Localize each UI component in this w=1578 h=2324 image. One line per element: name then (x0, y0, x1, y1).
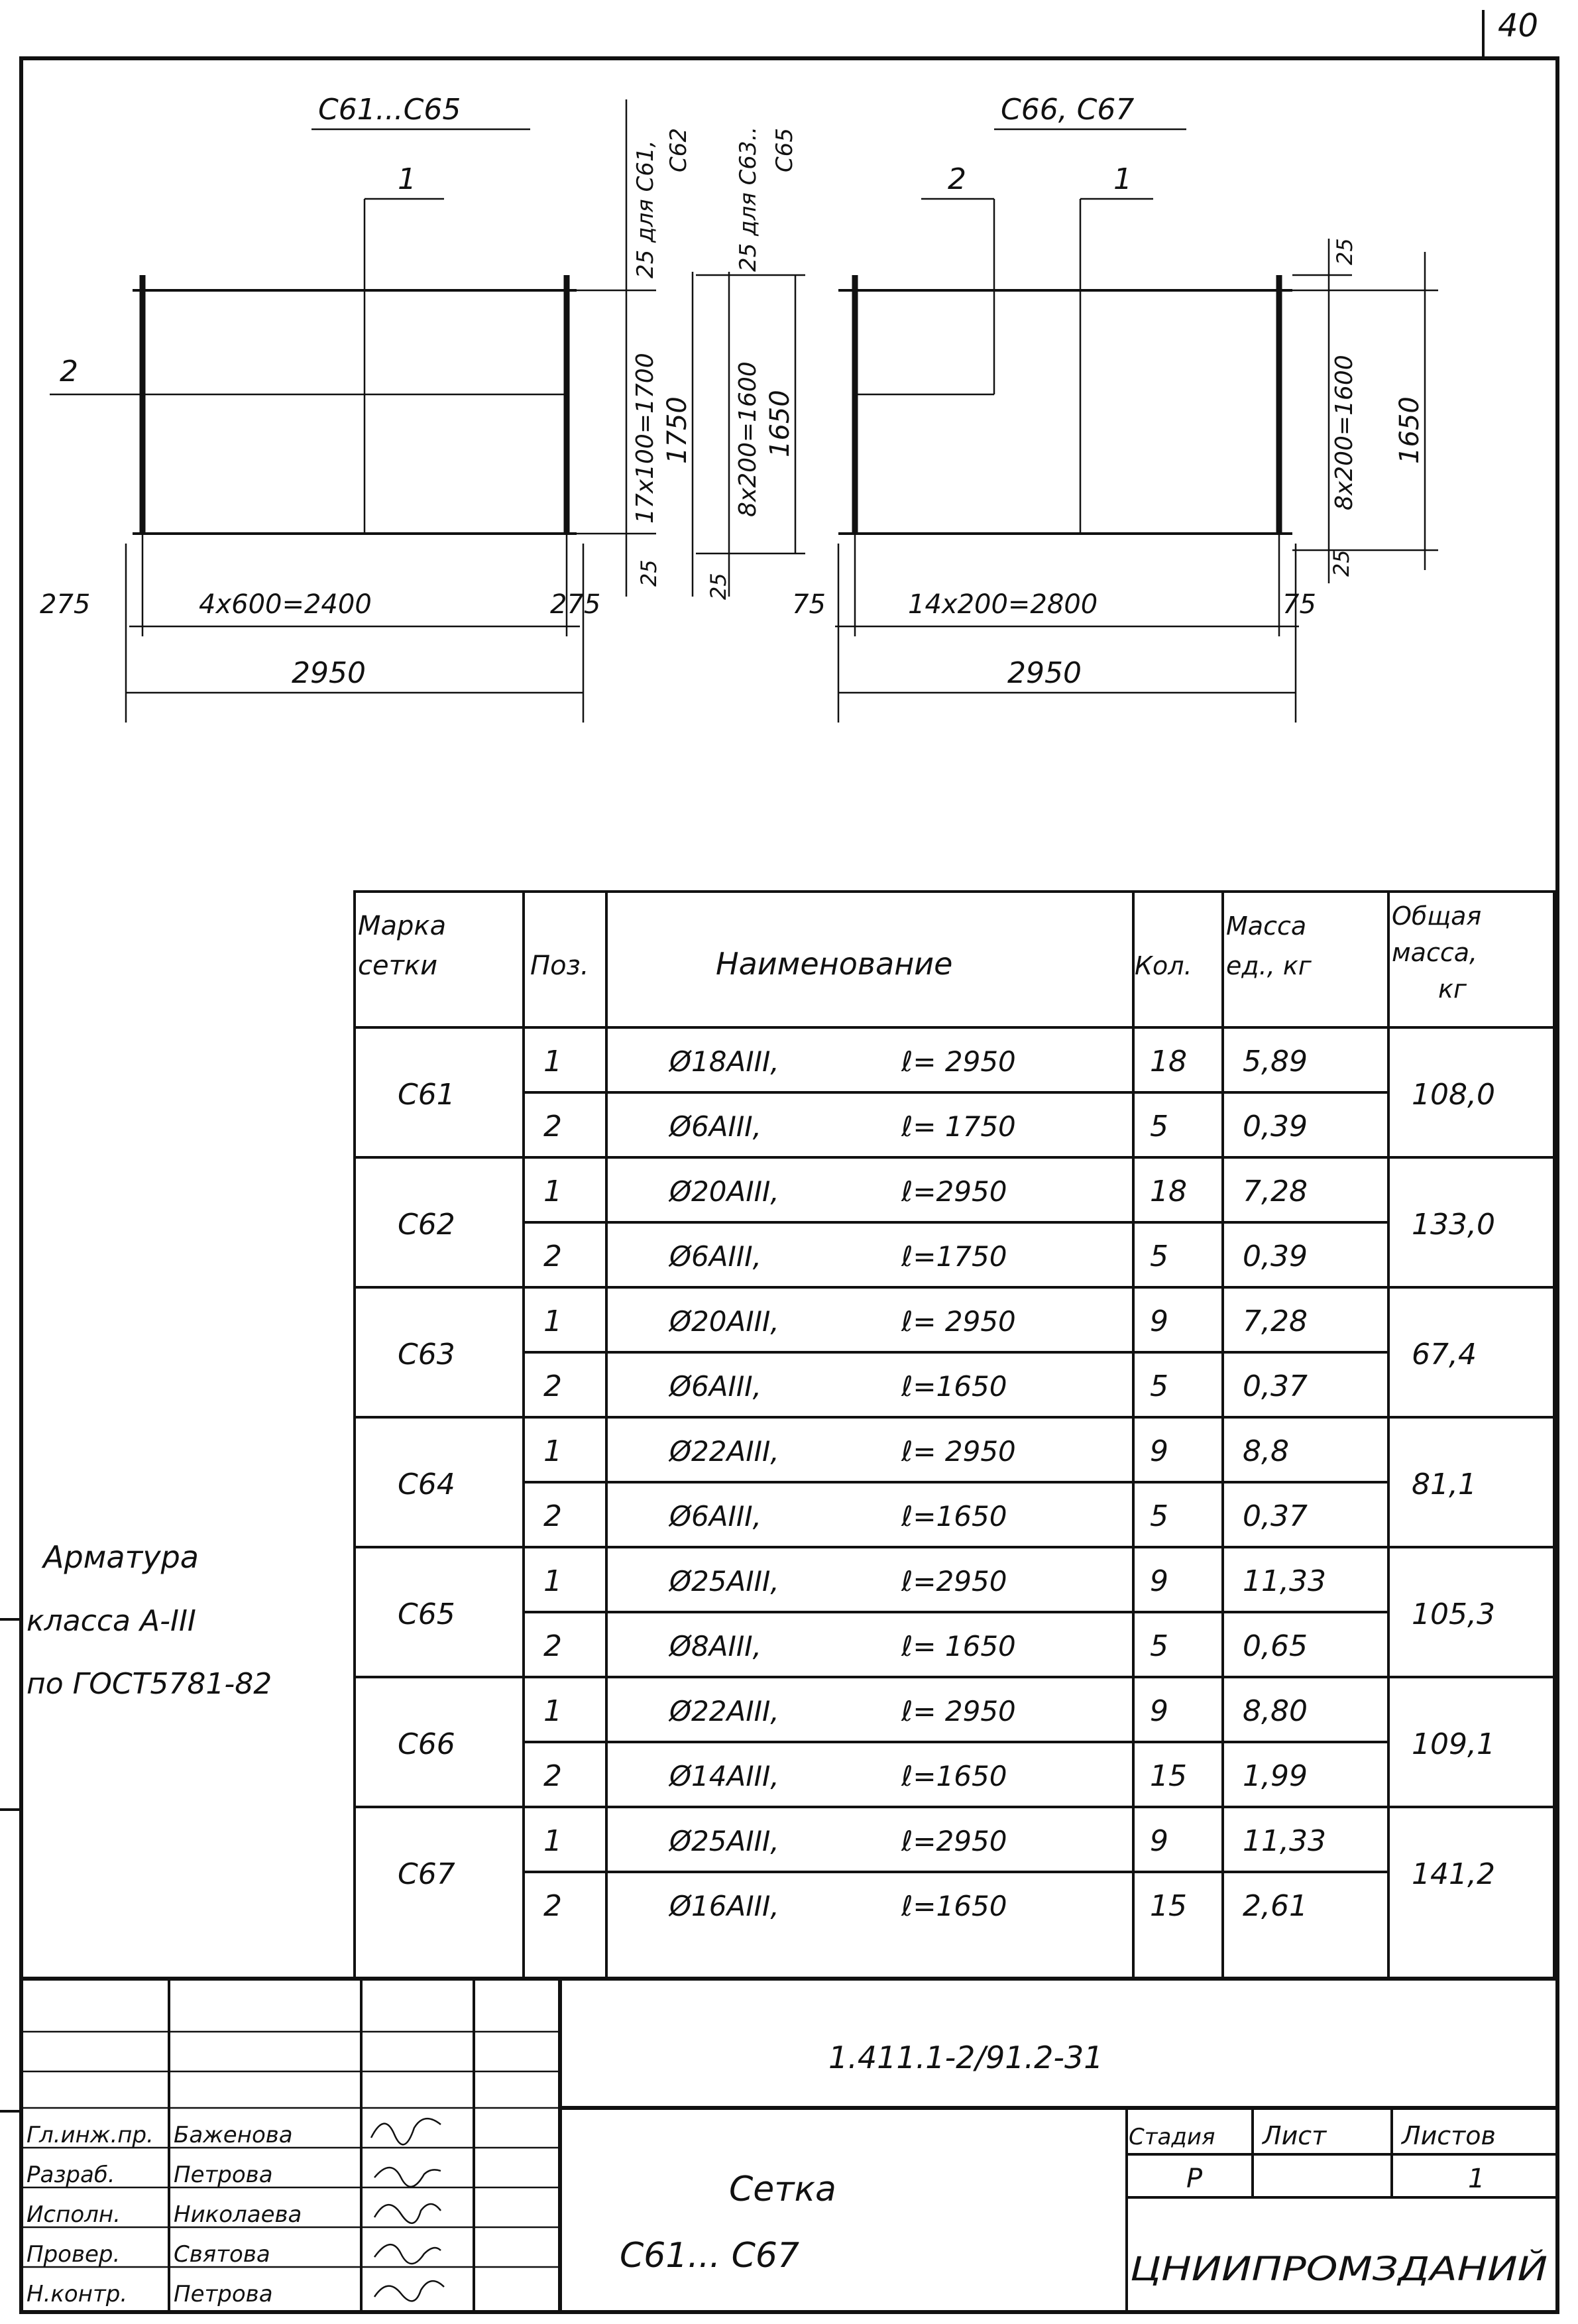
quantity: 9 (1150, 1564, 1168, 1598)
dim-left-275: 275 (40, 589, 91, 620)
header-unit-mass-1: Масса (1226, 911, 1307, 941)
doc-subtitle: С61... С67 (620, 2236, 800, 2276)
dim-right-spacing-v: 8х200=1600 (1331, 355, 1358, 510)
quantity: 5 (1150, 1110, 1168, 1143)
bar-diameter: Ø6АIII, (669, 1110, 762, 1143)
header-total-mass-3: кг (1438, 974, 1467, 1004)
bar-diameter: Ø25АIII, (669, 1825, 779, 1857)
left-pos1-label: 1 (398, 162, 416, 196)
side-note-line-2: класса А-III (27, 1604, 196, 1638)
position-number: 2 (543, 1499, 562, 1533)
mesh-mark: С66 (398, 1727, 455, 1761)
bar-length: ℓ=1650 (901, 1760, 1007, 1792)
quantity: 5 (1150, 1369, 1168, 1403)
total-mass: 133,0 (1412, 1208, 1495, 1242)
position-number: 2 (543, 1629, 562, 1663)
unit-mass: 0,37 (1243, 1369, 1308, 1403)
quantity: 9 (1150, 1305, 1168, 1338)
dim-total-v1: 1750 (662, 396, 693, 464)
quantity: 5 (1150, 1499, 1168, 1533)
right-pos2-label: 2 (948, 162, 966, 196)
bar-length: ℓ=1650 (901, 1500, 1007, 1533)
dim-right-total-h: 2950 (1007, 656, 1082, 690)
header-total-mass-1: Общая (1392, 901, 1482, 931)
sheets-label: Листов (1402, 2121, 1496, 2150)
bar-length: ℓ=2950 (901, 1565, 1007, 1598)
dim-right-right-75: 75 (1282, 589, 1316, 620)
position-number: 1 (543, 1175, 562, 1208)
bar-length: ℓ=1650 (901, 1890, 1007, 1922)
header-unit-mass-2: ед., кг (1226, 951, 1312, 980)
dim-right-275: 275 (550, 589, 601, 620)
specification-table (355, 892, 1554, 1979)
unit-mass: 0,39 (1243, 1110, 1308, 1143)
bar-length: ℓ= 2950 (901, 1695, 1016, 1727)
unit-mass: 7,28 (1243, 1175, 1308, 1208)
signature-5 (374, 2281, 444, 2301)
table-body (355, 1045, 1554, 1923)
note-c65: С65 (771, 127, 798, 172)
bar-diameter: Ø16АIII, (669, 1890, 779, 1922)
quantity: 18 (1150, 1175, 1187, 1208)
tb-name-1: Баженова (174, 2122, 293, 2148)
bar-length: ℓ=2950 (901, 1825, 1007, 1857)
tb-name-3: Николаева (174, 2201, 302, 2228)
total-mass: 67,4 (1412, 1338, 1477, 1371)
dim-bottom-25b: 25 (706, 573, 731, 600)
bar-diameter: Ø14АIII, (669, 1760, 779, 1792)
bar-length: ℓ=2950 (901, 1175, 1007, 1208)
unit-mass: 11,33 (1243, 1824, 1326, 1858)
quantity: 5 (1150, 1629, 1168, 1663)
total-mass: 108,0 (1412, 1078, 1495, 1112)
stage-value: Р (1186, 2164, 1203, 2194)
bar-length: ℓ= 2950 (901, 1305, 1016, 1338)
quantity: 18 (1150, 1045, 1187, 1078)
mesh-mark: С62 (398, 1208, 455, 1242)
stage-label: Стадия (1129, 2124, 1215, 2150)
left-pos2-label: 2 (60, 355, 78, 388)
signature-1 (371, 2119, 441, 2144)
organization: ЦНИИПРОМЗДАНИЙ (1130, 2250, 1475, 2288)
unit-mass: 0,37 (1243, 1499, 1308, 1533)
signature-4 (374, 2244, 441, 2264)
header-qty: Кол. (1135, 951, 1192, 980)
bar-diameter: Ø20АIII, (669, 1305, 779, 1338)
note-c62: С62 (665, 127, 692, 172)
dim-right-top-25: 25 (1332, 238, 1357, 265)
title-block (21, 1979, 1557, 2312)
right-drawing-title: С66, С67 (1001, 93, 1135, 127)
bar-diameter: Ø6АIII, (669, 1370, 762, 1403)
position-number: 1 (543, 1824, 562, 1858)
bar-diameter: Ø25АIII, (669, 1565, 779, 1598)
sheets-value: 1 (1468, 2164, 1485, 2194)
position-number: 1 (543, 1564, 562, 1598)
note-25-c63: 25 для С63.. (735, 126, 761, 272)
quantity: 9 (1150, 1694, 1168, 1728)
unit-mass: 11,33 (1243, 1564, 1326, 1598)
left-drawing-title: С61...С65 (318, 93, 461, 127)
position-number: 1 (543, 1434, 562, 1468)
position-number: 2 (543, 1110, 562, 1143)
total-mass: 109,1 (1412, 1727, 1495, 1761)
bar-length: ℓ= 1650 (901, 1630, 1016, 1662)
dim-total-h-left: 2950 (292, 656, 366, 690)
header-mark-1: Марка (358, 911, 447, 941)
sheet-number: 40 (1498, 7, 1539, 44)
side-note-line-3: по ГОСТ5781-82 (27, 1667, 272, 1701)
unit-mass: 7,28 (1243, 1305, 1308, 1338)
dim-bottom-25a: 25 (636, 559, 661, 587)
position-number: 2 (543, 1759, 562, 1793)
mesh-mark: С67 (398, 1857, 455, 1891)
side-note-line-1: Арматура (43, 1539, 199, 1575)
signature-2 (374, 2168, 441, 2187)
unit-mass: 8,8 (1243, 1434, 1289, 1468)
side-note (0, 1539, 272, 2111)
bar-length: ℓ=1750 (901, 1240, 1007, 1273)
tb-role-1: Гл.инж.пр. (27, 2122, 154, 2148)
dim-right-total-v: 1650 (1394, 396, 1425, 464)
signature-3 (374, 2204, 441, 2223)
total-mass: 105,3 (1412, 1598, 1495, 1631)
tb-role-3: Исполн. (27, 2201, 121, 2228)
unit-mass: 1,99 (1243, 1759, 1308, 1793)
dim-right-spacing-h: 14х200=2800 (908, 589, 1098, 620)
dim-spacing-h-left: 4х600=2400 (199, 589, 372, 620)
position-number: 2 (543, 1240, 562, 1273)
dim-spacing-v2: 8х200=1600 (734, 361, 761, 517)
quantity: 5 (1150, 1240, 1168, 1273)
bar-diameter: Ø6АIII, (669, 1240, 762, 1273)
total-mass: 81,1 (1412, 1468, 1477, 1501)
tb-name-5: Петрова (174, 2281, 273, 2307)
header-pos: Поз. (530, 951, 589, 981)
right-pos1-label: 1 (1113, 162, 1132, 196)
doc-title: Сетка (729, 2170, 836, 2209)
doc-code: 1.411.1-2/91.2-31 (828, 2040, 1103, 2075)
mesh-mark: С61 (398, 1078, 455, 1112)
mesh-drawing-c66-c67 (792, 93, 1438, 723)
bar-length: ℓ= 1750 (901, 1110, 1016, 1143)
tb-role-5: Н.контр. (27, 2281, 128, 2307)
bar-diameter: Ø6АIII, (669, 1500, 762, 1533)
quantity: 9 (1150, 1824, 1168, 1858)
bar-diameter: Ø20АIII, (669, 1175, 779, 1208)
sheet-label: Лист (1263, 2121, 1327, 2150)
quantity: 15 (1150, 1759, 1187, 1793)
dim-right-left-75: 75 (792, 589, 826, 620)
unit-mass: 0,39 (1243, 1240, 1308, 1273)
quantity: 9 (1150, 1434, 1168, 1468)
dim-right-bottom-25: 25 (1329, 550, 1354, 577)
unit-mass: 5,89 (1243, 1045, 1308, 1078)
bar-length: ℓ= 2950 (901, 1435, 1016, 1468)
quantity: 15 (1150, 1889, 1187, 1923)
dim-total-v2: 1650 (765, 390, 795, 457)
tb-role-2: Разраб. (27, 2162, 115, 2188)
tb-role-4: Провер. (27, 2241, 121, 2268)
mesh-mark: С65 (398, 1598, 455, 1631)
mesh-mark: С63 (398, 1338, 455, 1371)
position-number: 1 (543, 1305, 562, 1338)
unit-mass: 8,80 (1243, 1694, 1308, 1728)
bar-length: ℓ=1650 (901, 1370, 1007, 1403)
position-number: 2 (543, 1889, 562, 1923)
unit-mass: 0,65 (1243, 1629, 1308, 1663)
tb-name-4: Святова (174, 2241, 270, 2268)
bar-length: ℓ= 2950 (901, 1045, 1016, 1078)
position-number: 1 (543, 1045, 562, 1078)
note-25-c61: 25 для С61, (632, 140, 659, 278)
position-number: 1 (543, 1694, 562, 1728)
header-name: Наименование (716, 946, 953, 982)
bar-diameter: Ø18АIII, (669, 1045, 779, 1078)
bar-diameter: Ø22АIII, (669, 1435, 779, 1468)
tb-name-2: Петрова (174, 2162, 273, 2188)
bar-diameter: Ø8АIII, (669, 1630, 762, 1662)
header-total-mass-2: масса, (1392, 938, 1478, 967)
dim-spacing-v1: 17х100=1700 (632, 353, 659, 524)
total-mass: 141,2 (1412, 1857, 1495, 1891)
bar-diameter: Ø22АIII, (669, 1695, 779, 1727)
header-mark-2: сетки (358, 951, 438, 981)
unit-mass: 2,61 (1243, 1889, 1308, 1923)
mesh-drawing-c61-c65 (40, 93, 805, 723)
position-number: 2 (543, 1369, 562, 1403)
mesh-mark: С64 (398, 1468, 455, 1501)
